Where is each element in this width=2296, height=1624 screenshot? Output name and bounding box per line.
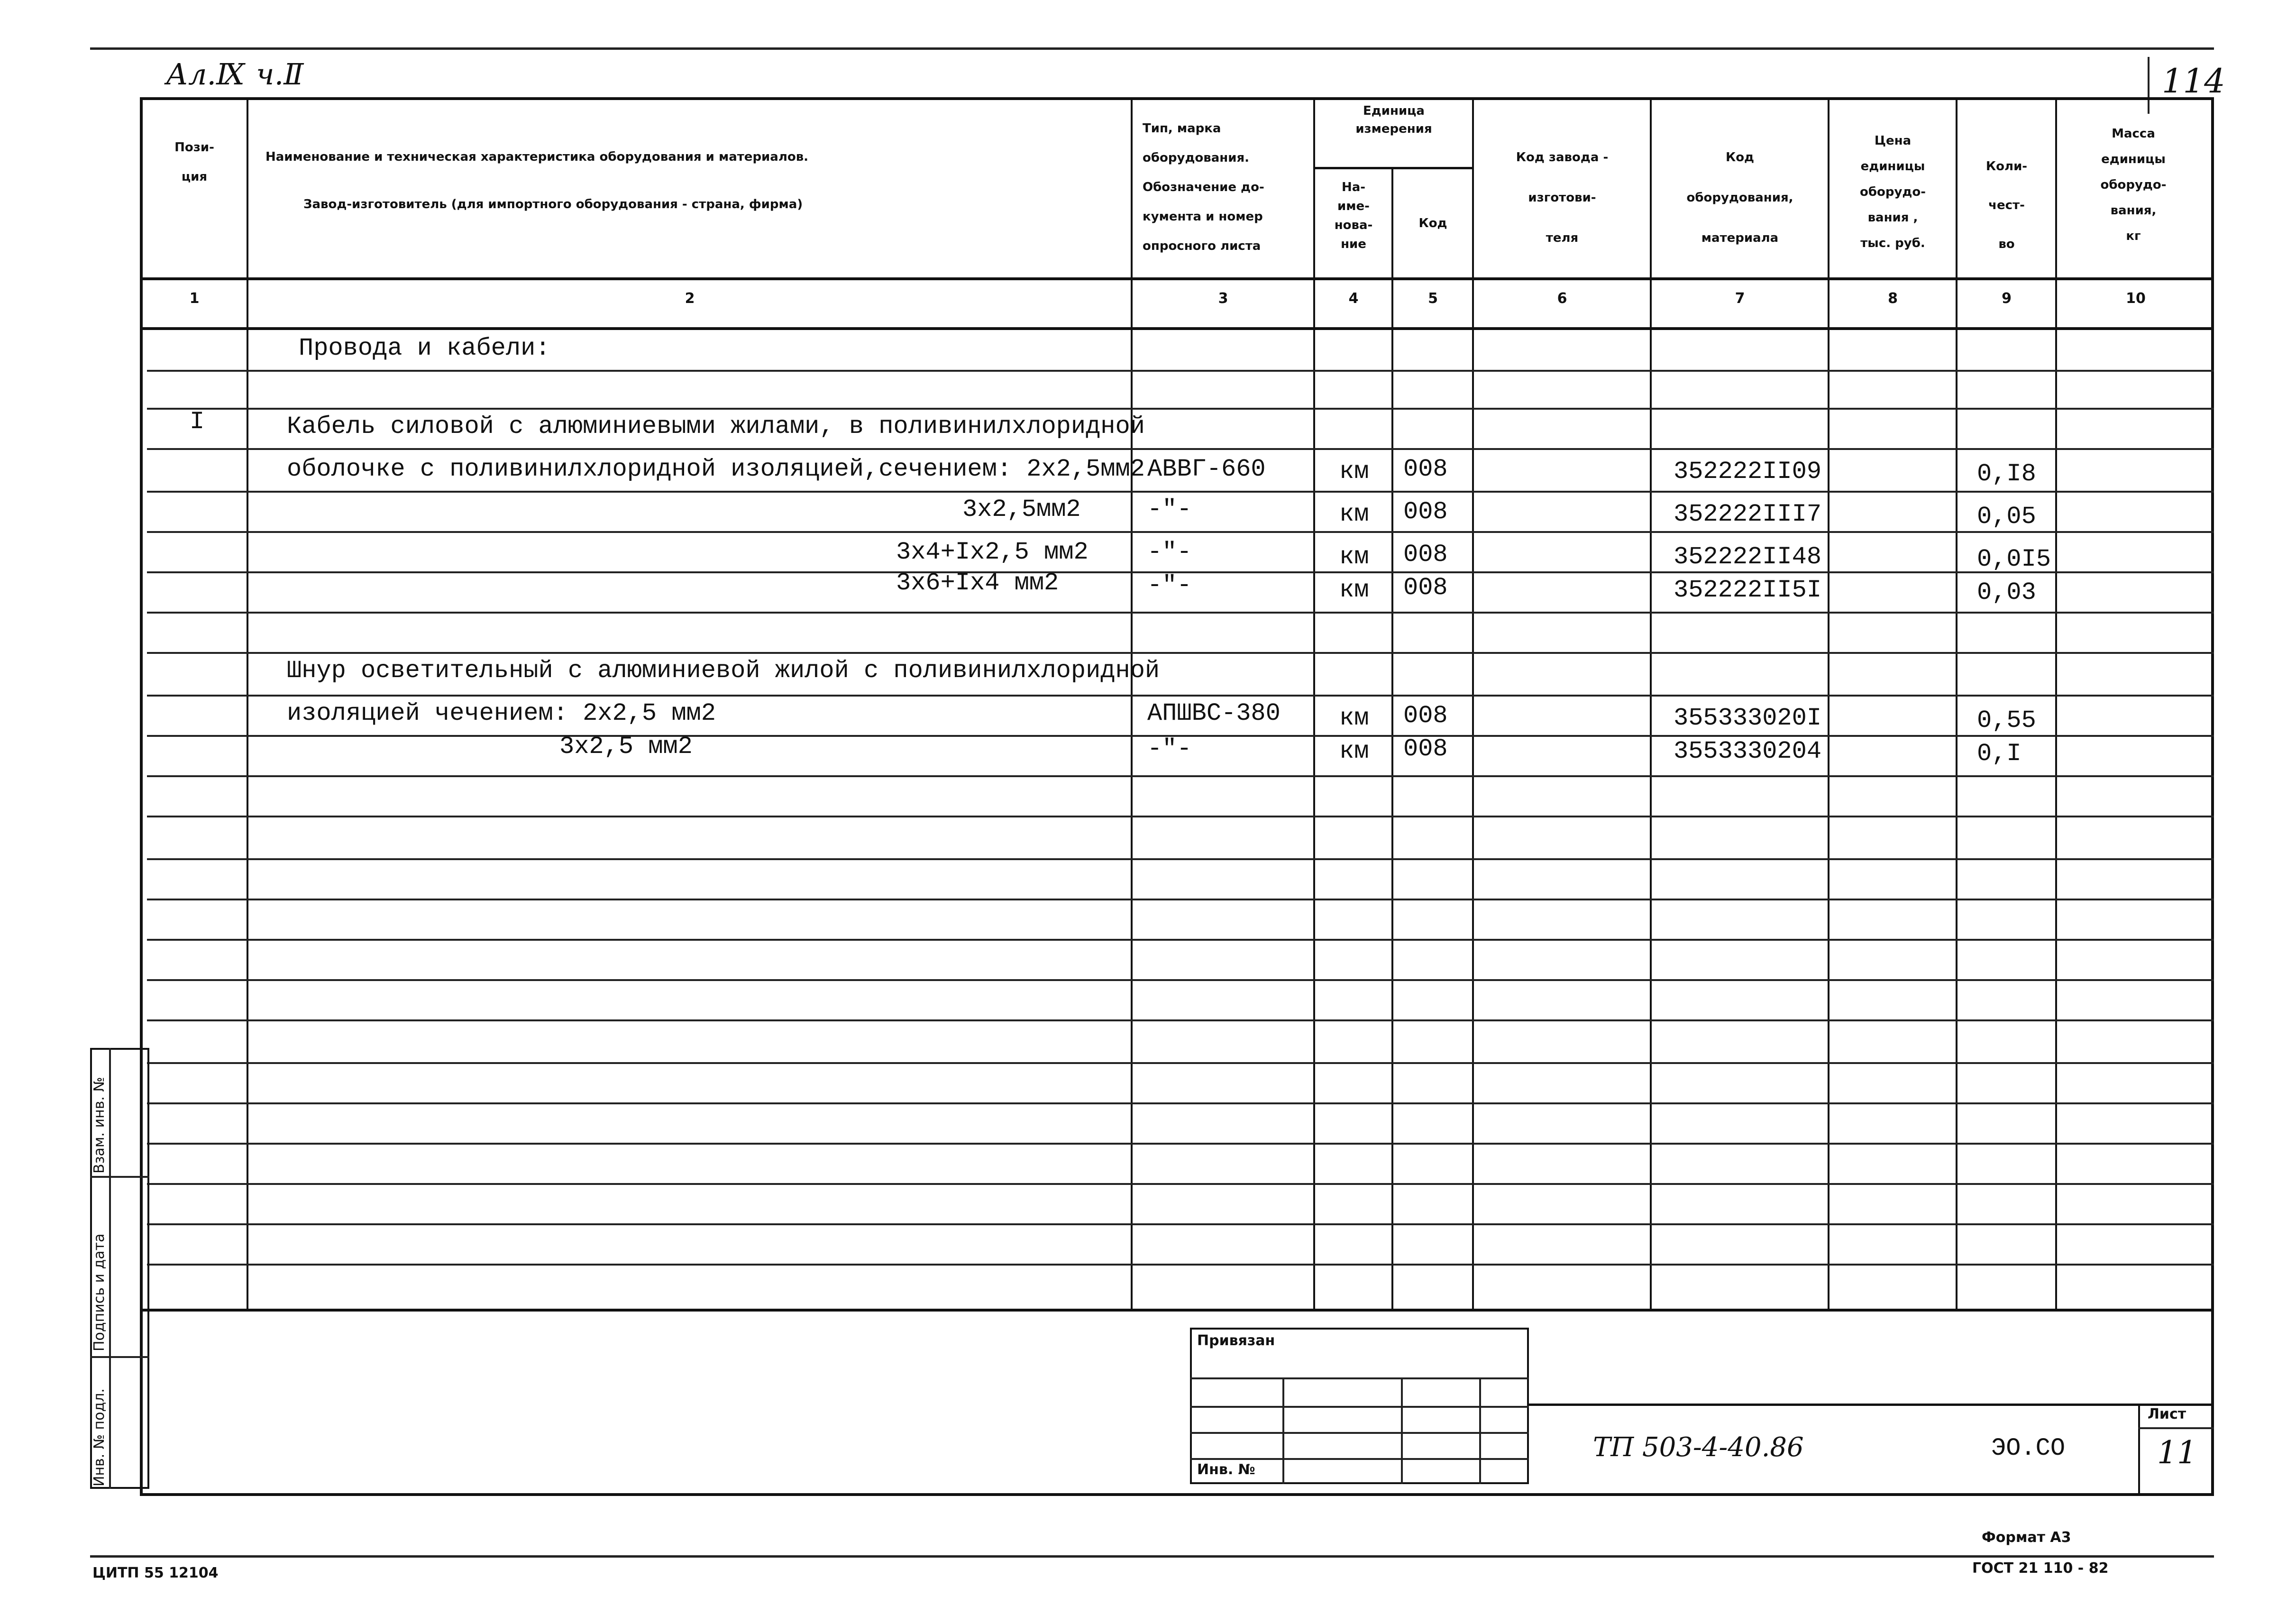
colnum-7: 7 — [1735, 290, 1745, 307]
side-divider — [90, 1176, 149, 1178]
row8-material-code: 3553330204 — [1674, 737, 1822, 765]
row-line — [147, 775, 2214, 777]
footer-rule — [90, 1555, 2214, 1558]
row5-material-code: 352222II5I — [1674, 576, 1822, 604]
sheet-label: Лист — [2148, 1406, 2186, 1422]
row2-code: 008 — [1403, 455, 1448, 483]
row4-name: 3х4+Iх2,5 мм2 — [896, 538, 1089, 566]
row8-name: 3х2,5 мм2 — [559, 733, 693, 761]
bound-label: Привязан — [1197, 1332, 1275, 1349]
sheet-frame — [140, 97, 2214, 1496]
binding-vline — [1282, 1377, 1284, 1484]
row8-unit: км — [1339, 737, 1369, 765]
row4-quantity: 0,0I5 — [1977, 545, 2051, 573]
album-label: Ал.Ⅸ — [166, 57, 245, 92]
header-manufacturer-code: Код завода - изготови- теля — [1516, 150, 1609, 245]
header-price: Цена единицы оборудо- вания , тыс. руб. — [1859, 134, 1926, 250]
header-material-code: Код оборудования, материала — [1686, 150, 1793, 245]
row5-name: 3х6+Iх4 мм2 — [896, 569, 1059, 597]
row3-quantity: 0,05 — [1977, 503, 2036, 531]
binding-vline — [1479, 1377, 1481, 1484]
row5-type: -"- — [1147, 571, 1192, 599]
row-line — [147, 1264, 2214, 1266]
row-line — [147, 695, 2214, 697]
binding-line — [1190, 1406, 1529, 1408]
section-code: ЭО.СО — [1991, 1434, 2066, 1462]
row8-type: -"- — [1147, 735, 1192, 763]
row-line — [147, 858, 2214, 860]
table-bottom-line — [140, 1309, 2214, 1312]
header-unit: Единица измерения — [1355, 104, 1432, 136]
row-line — [147, 1102, 2214, 1104]
gost-label: ГОСТ 21 110 - 82 — [1972, 1560, 2109, 1577]
row-line — [147, 612, 2214, 614]
side-replace-inv: Взам. инв. № — [91, 1077, 108, 1174]
row7-code: 008 — [1403, 702, 1448, 730]
colnum-6: 6 — [1557, 290, 1567, 307]
row7-name: изоляцией чечением: 2х2,5 мм2 — [287, 699, 716, 727]
row-line — [147, 1183, 2214, 1185]
binding-line — [1190, 1377, 1529, 1379]
colnum-5: 5 — [1428, 290, 1438, 307]
row-line — [147, 652, 2214, 654]
binding-line — [1190, 1432, 1529, 1434]
row5-code: 008 — [1403, 574, 1448, 602]
row5-quantity: 0,03 — [1977, 578, 2036, 606]
row3-material-code: 352222III7 — [1674, 500, 1822, 528]
row-line — [147, 370, 2214, 372]
header-unit-code: Код — [1418, 216, 1447, 230]
binding-line — [1190, 1458, 1529, 1460]
title-block-top — [1529, 1404, 2214, 1406]
part-label: ч.Ⅱ — [256, 57, 304, 92]
sheet-number: 11 — [2157, 1434, 2197, 1471]
row-line — [147, 1223, 2214, 1225]
row-line — [147, 448, 2214, 450]
header-position: Пози- ция — [174, 140, 214, 184]
row4-type: -"- — [1147, 538, 1192, 566]
row3-type: -"- — [1147, 495, 1192, 523]
row2-quantity: 0,I8 — [1977, 460, 2036, 488]
document-code: ТП 503-4-40.86 — [1593, 1432, 1804, 1463]
row8-quantity: 0,I — [1977, 740, 2022, 768]
row3-name: 3х2,5мм2 — [962, 495, 1081, 523]
row-line — [147, 1143, 2214, 1145]
col-divider-4 — [1391, 168, 1393, 1309]
row7-quantity: 0,55 — [1977, 706, 2036, 734]
colnum-3: 3 — [1218, 290, 1228, 307]
side-inner-line — [109, 1048, 111, 1489]
row6-name: Шнур осветительный с алюминиевой жилой с поливинилхлоридной — [287, 657, 1160, 685]
row-line — [147, 408, 2214, 410]
row-line — [147, 1019, 2214, 1021]
header-bottom-line — [140, 277, 2214, 280]
row7-unit: км — [1339, 704, 1369, 732]
row1-name: Кабель силовой с алюминиевыми жилами, в поливинилхлоридной — [287, 413, 1145, 440]
row3-code: 008 — [1403, 498, 1448, 526]
citp-label: ЦИТП 55 12104 — [92, 1565, 219, 1581]
row3-unit: км — [1339, 500, 1369, 528]
side-signature: Подпись и дата — [91, 1233, 108, 1351]
row-line — [147, 531, 2214, 533]
sheet-box-divider — [2138, 1404, 2140, 1494]
colnum-8: 8 — [1888, 290, 1898, 307]
header-name: Наименование и техническая характеристика оборудования и материалов. — [265, 150, 809, 164]
row-line — [147, 899, 2214, 900]
row2-name: оболочке с поливинилхлоридной изоляцией,сечением: 2х2,5мм2 — [287, 455, 1145, 483]
colnum-2: 2 — [685, 290, 695, 307]
header-unit-name: На- име- нова- ние — [1334, 180, 1373, 251]
binding-vline — [1401, 1377, 1403, 1484]
row2-material-code: 352222II09 — [1674, 458, 1822, 486]
row7-material-code: 355333020I — [1674, 704, 1822, 732]
row-line — [147, 939, 2214, 941]
row2-type: АВВГ-660 — [1147, 455, 1266, 483]
row-line — [147, 979, 2214, 981]
row-line — [147, 816, 2214, 817]
page-number: 114 — [2162, 62, 2225, 101]
row7-type: АПШВС-380 — [1147, 699, 1281, 727]
colnum-bottom-line — [140, 327, 2214, 330]
row4-code: 008 — [1403, 541, 1448, 569]
colnum-1: 1 — [189, 290, 200, 307]
format-label: Формат А3 — [1982, 1529, 2071, 1546]
header-quantity: Коли- чест- во — [1985, 159, 2028, 251]
row-line — [147, 1062, 2214, 1064]
row5-unit: км — [1339, 576, 1369, 604]
top-rule — [90, 47, 2214, 50]
side-orig-inv: Инв. № подл. — [91, 1388, 108, 1486]
header-type: Тип, марка оборудования. Обозначение до- кумента и номер опросного листа — [1143, 121, 1264, 253]
sheet-label-line — [2138, 1427, 2214, 1429]
side-divider — [90, 1356, 149, 1358]
section-title: Провода и кабели: — [299, 334, 550, 362]
row4-material-code: 352222II48 — [1674, 543, 1822, 571]
header-mass: Масса единицы оборудо- вания, кг — [2100, 127, 2167, 243]
header-manufacturer: Завод-изготовитель (для импортного оборудования - страна, фирма) — [303, 197, 803, 211]
row8-code: 008 — [1403, 735, 1448, 763]
unit-split-line — [1313, 167, 1472, 169]
inv-label: Инв. № — [1197, 1461, 1255, 1478]
colnum-4: 4 — [1348, 290, 1359, 307]
row2-unit: км — [1339, 458, 1369, 486]
row-line — [147, 491, 2214, 493]
row1-position: I — [190, 408, 205, 436]
colnum-9: 9 — [2002, 290, 2012, 307]
row4-unit: км — [1339, 543, 1369, 571]
colnum-10: 10 — [2126, 290, 2146, 307]
